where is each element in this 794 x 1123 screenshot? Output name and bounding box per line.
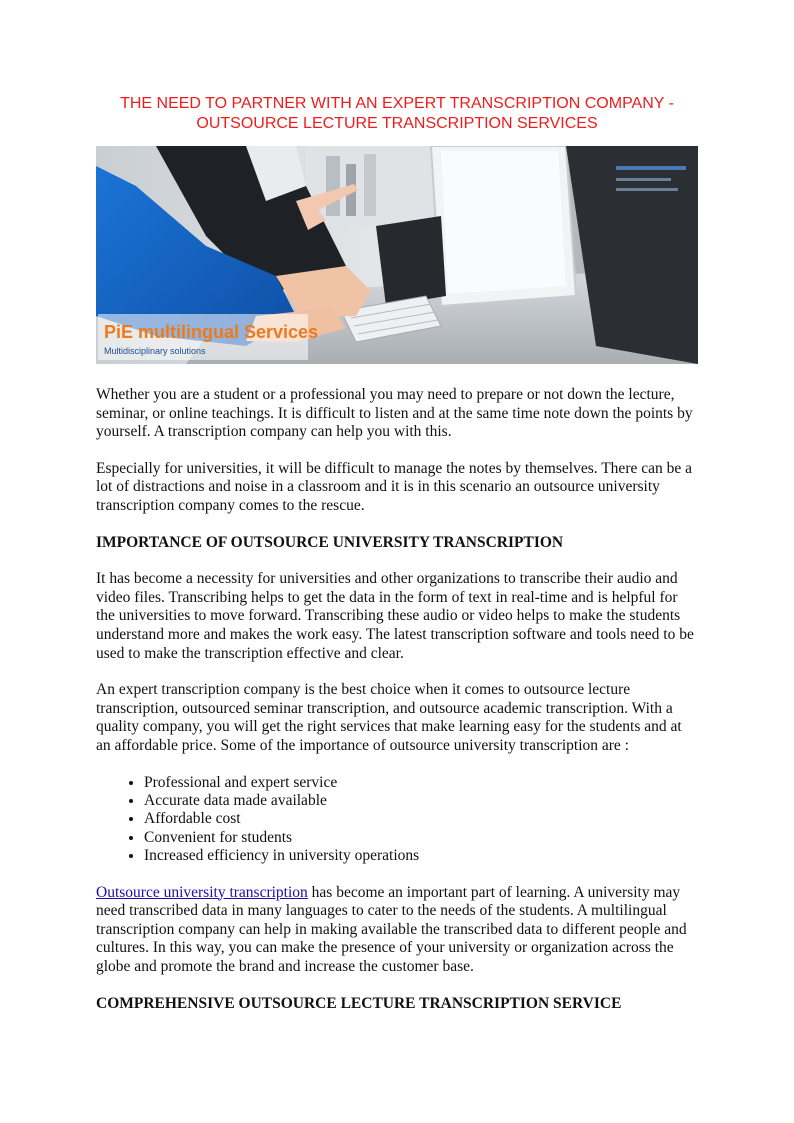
- section-heading-comprehensive: COMPREHENSIVE OUTSOURCE LECTURE TRANSCRIPTION SERVICE: [96, 994, 622, 1012]
- title-line-2: OUTSOURCE LECTURE TRANSCRIPTION SERVICES: [196, 115, 598, 132]
- hero-image: [96, 146, 698, 364]
- outsource-university-transcription-link[interactable]: Outsource university transcription: [96, 883, 308, 901]
- multilingual-paragraph-text: has become an important part of learning. A university may need transcribed data in many languages to cater to the needs of the students. A multilingual transcription company can help in making available the transcribed data to different people and cultures. In this way, you can make the presence of your university or organization across the globe and promote the brand and increase the customer base.: [96, 883, 687, 975]
- intro-paragraph: Whether you are a student or a professional you may need to prepare or not down the lecture, seminar, or online teachings. It is difficult to listen and at the same time note down the points by yourself. A transcription company can help you with this.: [96, 386, 693, 441]
- list-item: • Increased efficiency in university operations: [144, 847, 698, 865]
- company-logo: [98, 314, 318, 360]
- list-item: • Convenient for students: [144, 829, 698, 847]
- list-item: • Accurate data made available: [144, 792, 698, 810]
- importance-list: [96, 774, 698, 866]
- svg-text:Multidisciplinary solutions: Multidisciplinary solutions: [104, 346, 206, 356]
- section-heading-importance: IMPORTANCE OF OUTSOURCE UNIVERSITY TRANSCRIPTION: [96, 533, 564, 551]
- list-item: • Professional and expert service: [144, 774, 698, 792]
- universities-paragraph: Especially for universities, it will be difficult to manage the notes by themselves. There can be a lot of distractions and noise in a classroom and it is in this scenario an outsource university transcription company comes to the rescue.: [96, 459, 693, 514]
- expert-company-paragraph: An expert transcription company is the best choice when it comes to outsource lecture transcription, outsourced seminar transcription, and outsource academic transcription. With a quality company, you will get the right services that make learning easy for the students and at an affordable price. Some of the importance of outsource university transcription are :: [96, 681, 682, 754]
- svg-text:PiE multilingual Services: PiE multilingual Services: [104, 322, 319, 342]
- document-title: [96, 94, 698, 134]
- multilingual-paragraph: [96, 884, 698, 977]
- list-item: • Affordable cost: [144, 810, 698, 828]
- necessity-paragraph: It has become a necessity for universities and other organizations to transcribe their audio and video files. Transcribing helps to get the data in the form of text in real-time and is helpful for the universities to move forward. Transcribing these audio or video helps to make the students understand more and makes the work easy. The latest transcription software and tools need to be used to make the transcription effective and clear.: [96, 570, 694, 662]
- title-line-1: THE NEED TO PARTNER WITH AN EXPERT TRANSCRIPTION COMPANY -: [120, 95, 674, 112]
